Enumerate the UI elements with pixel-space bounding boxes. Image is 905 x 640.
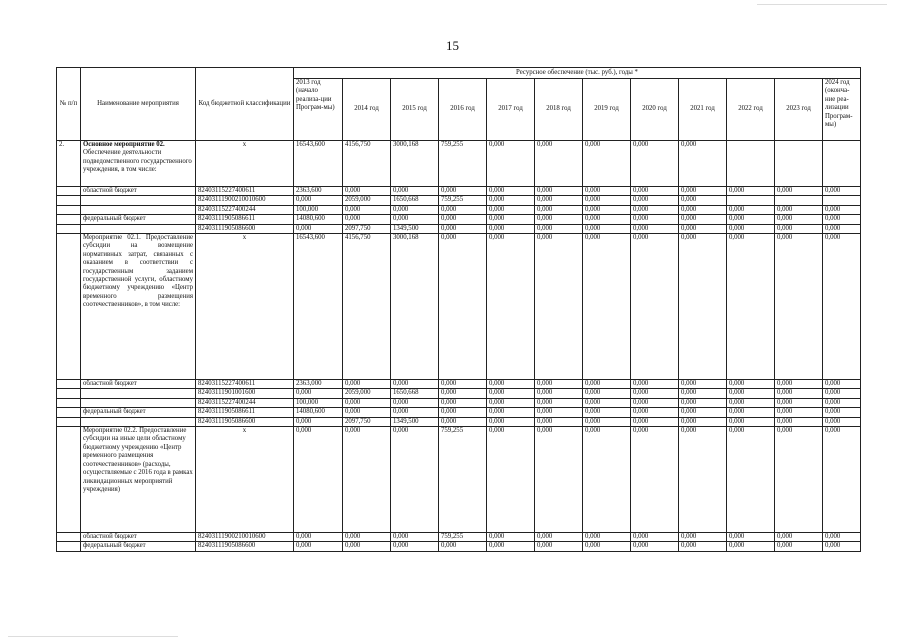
budget-value: 0,000	[391, 542, 439, 551]
budget-value: 0,000	[679, 187, 727, 196]
budget-value: 0,000	[775, 380, 823, 389]
budget-value: 0,000	[679, 389, 727, 398]
header-year: 2015 год	[391, 79, 439, 141]
row-number	[57, 187, 81, 196]
budget-row	[57, 542, 861, 551]
section-name-text: Обеспечение деятельности подведомственного государственного учреждения, в том числе:	[83, 149, 192, 174]
budget-value: 0,000	[631, 542, 679, 551]
budget-value: 0,000	[583, 389, 631, 398]
budget-value: 0,000	[775, 398, 823, 407]
budget-value	[727, 196, 775, 205]
budget-value: 0,000	[535, 533, 583, 542]
budget-row	[57, 417, 861, 426]
table-body	[57, 141, 861, 552]
budget-value: 0,000	[679, 215, 727, 224]
section-value	[775, 141, 823, 187]
row-number	[57, 533, 81, 542]
budget-value: 759,255	[439, 196, 487, 205]
header-year: 2019 год	[583, 79, 631, 141]
budget-row	[57, 205, 861, 214]
budget-value: 0,000	[439, 398, 487, 407]
header-resource-title: Ресурсное обеспечение (тыс. руб.), годы *	[294, 68, 861, 79]
section-value: 0,000	[727, 427, 775, 533]
budget-value: 0,000	[679, 398, 727, 407]
budget-value: 0,000	[343, 205, 391, 214]
budget-value: 0,000	[727, 408, 775, 417]
budget-code: 82403111901001600	[196, 389, 294, 398]
header-year: 2020 год	[631, 79, 679, 141]
budget-source: федеральный бюджет	[81, 408, 196, 417]
budget-code: 82403115227400244	[196, 205, 294, 214]
budget-value: 0,000	[727, 187, 775, 196]
section-value: 0,000	[583, 427, 631, 533]
budget-value: 0,000	[583, 205, 631, 214]
section-value: 0,000	[535, 141, 583, 187]
budget-value: 0,000	[343, 187, 391, 196]
budget-value: 0,000	[487, 380, 535, 389]
section-value	[727, 141, 775, 187]
budget-value: 0,000	[583, 187, 631, 196]
budget-value: 0,000	[487, 533, 535, 542]
budget-value: 0,000	[823, 398, 861, 407]
budget-value: 0,000	[775, 542, 823, 551]
budget-row	[57, 380, 861, 389]
section-name	[81, 141, 196, 187]
budget-value: 0,000	[583, 398, 631, 407]
table-header	[57, 68, 861, 141]
budget-value: 0,000	[679, 542, 727, 551]
budget-source	[81, 196, 196, 205]
section-row	[57, 427, 861, 533]
budget-value: 0,000	[439, 408, 487, 417]
section-name	[81, 234, 196, 380]
budget-value: 0,000	[823, 215, 861, 224]
budget-value: 0,000	[727, 215, 775, 224]
budget-value: 0,000	[535, 389, 583, 398]
budget-value: 0,000	[535, 187, 583, 196]
budget-source: федеральный бюджет	[81, 215, 196, 224]
budget-value: 0,000	[583, 215, 631, 224]
section-value: 0,000	[583, 141, 631, 187]
section-number	[57, 234, 81, 380]
budget-value: 0,000	[727, 205, 775, 214]
budget-value: 0,000	[823, 417, 861, 426]
budget-value: 0,000	[823, 380, 861, 389]
budget-value: 0,000	[679, 224, 727, 233]
budget-value: 0,000	[535, 380, 583, 389]
header-year: 2021 год	[679, 79, 727, 141]
budget-source	[81, 417, 196, 426]
budget-value: 0,000	[631, 380, 679, 389]
section-value: 4156,750	[343, 234, 391, 380]
budget-code: 82403111905086611	[196, 408, 294, 417]
budget-value: 100,000	[294, 398, 343, 407]
budget-value: 0,000	[727, 542, 775, 551]
budget-value: 0,000	[631, 205, 679, 214]
budget-value: 0,000	[727, 398, 775, 407]
budget-value: 0,000	[583, 542, 631, 551]
budget-value: 0,000	[439, 417, 487, 426]
budget-value: 0,000	[487, 205, 535, 214]
section-value: 0,000	[487, 234, 535, 380]
section-value: 0,000	[679, 427, 727, 533]
budget-code: 82403111905086600	[196, 224, 294, 233]
budget-value: 0,000	[823, 205, 861, 214]
budget-value: 2059,000	[343, 389, 391, 398]
budget-source	[81, 224, 196, 233]
budget-value: 0,000	[294, 224, 343, 233]
budget-source	[81, 205, 196, 214]
header-year: 2016 год	[439, 79, 487, 141]
header-year: 2013 год (начало реализа-ции Програм-мы)	[294, 79, 343, 141]
budget-value: 0,000	[343, 533, 391, 542]
budget-value: 0,000	[775, 408, 823, 417]
row-number	[57, 417, 81, 426]
budget-value: 0,000	[631, 533, 679, 542]
section-value: 0,000	[727, 234, 775, 380]
budget-value: 0,000	[823, 187, 861, 196]
page-number: 15	[446, 38, 459, 53]
budget-value: 0,000	[391, 398, 439, 407]
budget-value: 0,000	[583, 196, 631, 205]
section-value: 0,000	[679, 234, 727, 380]
budget-value: 1349,500	[391, 224, 439, 233]
budget-value: 0,000	[487, 408, 535, 417]
budget-value: 14080,600	[294, 215, 343, 224]
header-year: 2018 год	[535, 79, 583, 141]
budget-row	[57, 408, 861, 417]
budget-value: 0,000	[583, 408, 631, 417]
section-value: 0,000	[775, 234, 823, 380]
section-value: 16543,600	[294, 234, 343, 380]
budget-value: 0,000	[631, 408, 679, 417]
budget-value: 0,000	[823, 224, 861, 233]
budget-value: 0,000	[391, 187, 439, 196]
row-number	[57, 408, 81, 417]
budget-row	[57, 389, 861, 398]
budget-value: 0,000	[343, 408, 391, 417]
budget-value: 0,000	[631, 215, 679, 224]
budget-value: 0,000	[294, 533, 343, 542]
budget-value: 0,000	[294, 417, 343, 426]
budget-value: 0,000	[727, 533, 775, 542]
budget-value: 0,000	[343, 215, 391, 224]
budget-value: 0,000	[535, 398, 583, 407]
budget-value: 2059,000	[343, 196, 391, 205]
budget-value: 0,000	[775, 205, 823, 214]
section-value: 0,000	[487, 427, 535, 533]
row-number	[57, 542, 81, 551]
section-value: 0,000	[631, 141, 679, 187]
budget-source: областной бюджет	[81, 533, 196, 542]
budget-value: 0,000	[679, 196, 727, 205]
budget-value: 0,000	[775, 215, 823, 224]
budget-value: 0,000	[343, 542, 391, 551]
budget-value: 2363,600	[294, 187, 343, 196]
budget-value: 0,000	[583, 380, 631, 389]
budget-value: 0,000	[535, 542, 583, 551]
budget-value	[823, 196, 861, 205]
budget-code: 82403111905086600	[196, 542, 294, 551]
budget-value: 0,000	[775, 417, 823, 426]
budget-value: 1650,668	[391, 196, 439, 205]
budget-value: 0,000	[631, 196, 679, 205]
budget-value: 0,000	[727, 380, 775, 389]
section-value: 0,000	[823, 427, 861, 533]
budget-code: 82403111900210010600	[196, 196, 294, 205]
budget-value: 0,000	[439, 389, 487, 398]
header-num: № п/п	[57, 68, 81, 141]
section-value: 0,000	[439, 234, 487, 380]
budget-value: 1650,668	[391, 389, 439, 398]
budget-source	[81, 389, 196, 398]
budget-row	[57, 224, 861, 233]
budget-value: 0,000	[391, 408, 439, 417]
section-value: 0,000	[631, 234, 679, 380]
budget-value: 0,000	[775, 187, 823, 196]
budget-value: 0,000	[487, 187, 535, 196]
header-year: 2023 год	[775, 79, 823, 141]
header-year: 2017 год	[487, 79, 535, 141]
budget-value: 0,000	[583, 224, 631, 233]
budget-value: 0,000	[391, 380, 439, 389]
budget-row	[57, 398, 861, 407]
section-number	[57, 427, 81, 533]
budget-value: 0,000	[487, 389, 535, 398]
budget-value: 2097,750	[343, 417, 391, 426]
budget-value: 0,000	[535, 196, 583, 205]
budget-source: областной бюджет	[81, 187, 196, 196]
budget-row	[57, 533, 861, 542]
budget-value: 759,255	[439, 533, 487, 542]
budget-value: 0,000	[439, 224, 487, 233]
section-value: 0,000	[775, 427, 823, 533]
budget-value: 0,000	[631, 224, 679, 233]
budget-value: 0,000	[535, 224, 583, 233]
section-value: 4156,750	[343, 141, 391, 187]
row-number	[57, 224, 81, 233]
budget-value: 0,000	[775, 533, 823, 542]
budget-value: 0,000	[583, 533, 631, 542]
section-value: 759,255	[439, 141, 487, 187]
budget-value: 0,000	[487, 215, 535, 224]
budget-value: 0,000	[775, 389, 823, 398]
budget-value: 0,000	[487, 542, 535, 551]
row-number	[57, 398, 81, 407]
section-row	[57, 234, 861, 380]
resource-table	[56, 67, 861, 552]
budget-value: 0,000	[535, 417, 583, 426]
budget-value: 2363,000	[294, 380, 343, 389]
budget-value: 0,000	[823, 533, 861, 542]
budget-value: 0,000	[343, 380, 391, 389]
budget-value: 0,000	[679, 533, 727, 542]
section-value: 0,000	[487, 141, 535, 187]
budget-code: 82403115227400611	[196, 380, 294, 389]
section-name-text: Мероприятие 02.2. Предоставление субсидии на иные цели областному бюджетному учреждению «Центр временного размещения соотечественников» (расходы, осуществляемые с 2016 года в рамках ликвидационных мероприятий учреждения)	[83, 427, 193, 493]
budget-code: 82403115227400611	[196, 187, 294, 196]
budget-value: 0,000	[727, 224, 775, 233]
section-value	[823, 141, 861, 187]
budget-value: 0,000	[679, 408, 727, 417]
budget-value: 0,000	[631, 389, 679, 398]
section-code: x	[196, 141, 294, 187]
header-year: 2014 год	[343, 79, 391, 141]
budget-value: 0,000	[294, 542, 343, 551]
budget-value: 0,000	[775, 224, 823, 233]
section-code: x	[196, 234, 294, 380]
budget-row	[57, 215, 861, 224]
section-code: x	[196, 427, 294, 533]
budget-value: 0,000	[294, 196, 343, 205]
budget-row	[57, 196, 861, 205]
budget-value: 0,000	[823, 389, 861, 398]
budget-value: 100,000	[294, 205, 343, 214]
section-value: 0,000	[679, 141, 727, 187]
budget-value: 0,000	[439, 215, 487, 224]
section-value: 3000,168	[391, 234, 439, 380]
section-number: 2.	[57, 141, 81, 187]
budget-value: 0,000	[679, 380, 727, 389]
budget-code: 82403111905086611	[196, 215, 294, 224]
budget-value: 0,000	[679, 205, 727, 214]
section-value: 0,000	[391, 427, 439, 533]
budget-value: 0,000	[294, 389, 343, 398]
budget-value: 0,000	[487, 417, 535, 426]
budget-value: 0,000	[631, 187, 679, 196]
budget-value: 0,000	[535, 408, 583, 417]
section-value: 3000,168	[391, 141, 439, 187]
header-year: 2022 год	[727, 79, 775, 141]
budget-value	[775, 196, 823, 205]
budget-value: 0,000	[343, 398, 391, 407]
section-name-text: Мероприятие 02.1. Предоставление субсидии на возмещение нормативных затрат, связанных с оказанием в соответствии с государственным заданием государственной услуги, областному бюджетному учреждению «Центр временного размещения соотечественников», в том числе:	[83, 234, 193, 309]
budget-value: 0,000	[823, 542, 861, 551]
section-row	[57, 141, 861, 187]
row-number	[57, 215, 81, 224]
row-number	[57, 196, 81, 205]
budget-value: 0,000	[439, 380, 487, 389]
section-value: 0,000	[343, 427, 391, 533]
section-value: 0,000	[535, 427, 583, 533]
budget-row	[57, 187, 861, 196]
row-number	[57, 389, 81, 398]
budget-value: 0,000	[391, 205, 439, 214]
header-code: Код бюджетной классификации	[196, 68, 294, 141]
budget-value: 0,000	[487, 224, 535, 233]
budget-value: 0,000	[535, 215, 583, 224]
budget-value: 0,000	[631, 398, 679, 407]
budget-value: 0,000	[583, 417, 631, 426]
section-value: 16543,600	[294, 141, 343, 187]
budget-code: 82403115227400244	[196, 398, 294, 407]
budget-value: 0,000	[535, 205, 583, 214]
section-value: 759,255	[439, 427, 487, 533]
section-value: 0,000	[583, 234, 631, 380]
section-value: 0,000	[294, 427, 343, 533]
budget-value: 0,000	[391, 533, 439, 542]
row-number	[57, 380, 81, 389]
section-name-bold: Основное мероприятие 02.	[83, 141, 165, 148]
budget-value: 0,000	[727, 417, 775, 426]
section-value: 0,000	[631, 427, 679, 533]
header-name: Наименование мероприятия	[81, 68, 196, 141]
budget-value: 14080,600	[294, 408, 343, 417]
budget-value: 0,000	[631, 417, 679, 426]
budget-value: 0,000	[487, 398, 535, 407]
row-number	[57, 205, 81, 214]
section-value: 0,000	[535, 234, 583, 380]
budget-value: 0,000	[391, 215, 439, 224]
budget-value: 1349,500	[391, 417, 439, 426]
budget-code: 82403111905086600	[196, 417, 294, 426]
budget-value: 0,000	[487, 196, 535, 205]
budget-source	[81, 398, 196, 407]
budget-value: 0,000	[679, 417, 727, 426]
budget-value: 0,000	[727, 389, 775, 398]
budget-value: 0,000	[439, 187, 487, 196]
section-value: 0,000	[823, 234, 861, 380]
header-year: 2024 год (оконча-ние реа-лизации Програм-мы)	[823, 79, 861, 141]
budget-value: 0,000	[439, 542, 487, 551]
budget-source: областной бюджет	[81, 380, 196, 389]
budget-code: 82403111900210010600	[196, 533, 294, 542]
budget-value: 0,000	[439, 205, 487, 214]
section-name	[81, 427, 196, 533]
budget-value: 2097,750	[343, 224, 391, 233]
budget-source: федеральный бюджет	[81, 542, 196, 551]
budget-value: 0,000	[823, 408, 861, 417]
